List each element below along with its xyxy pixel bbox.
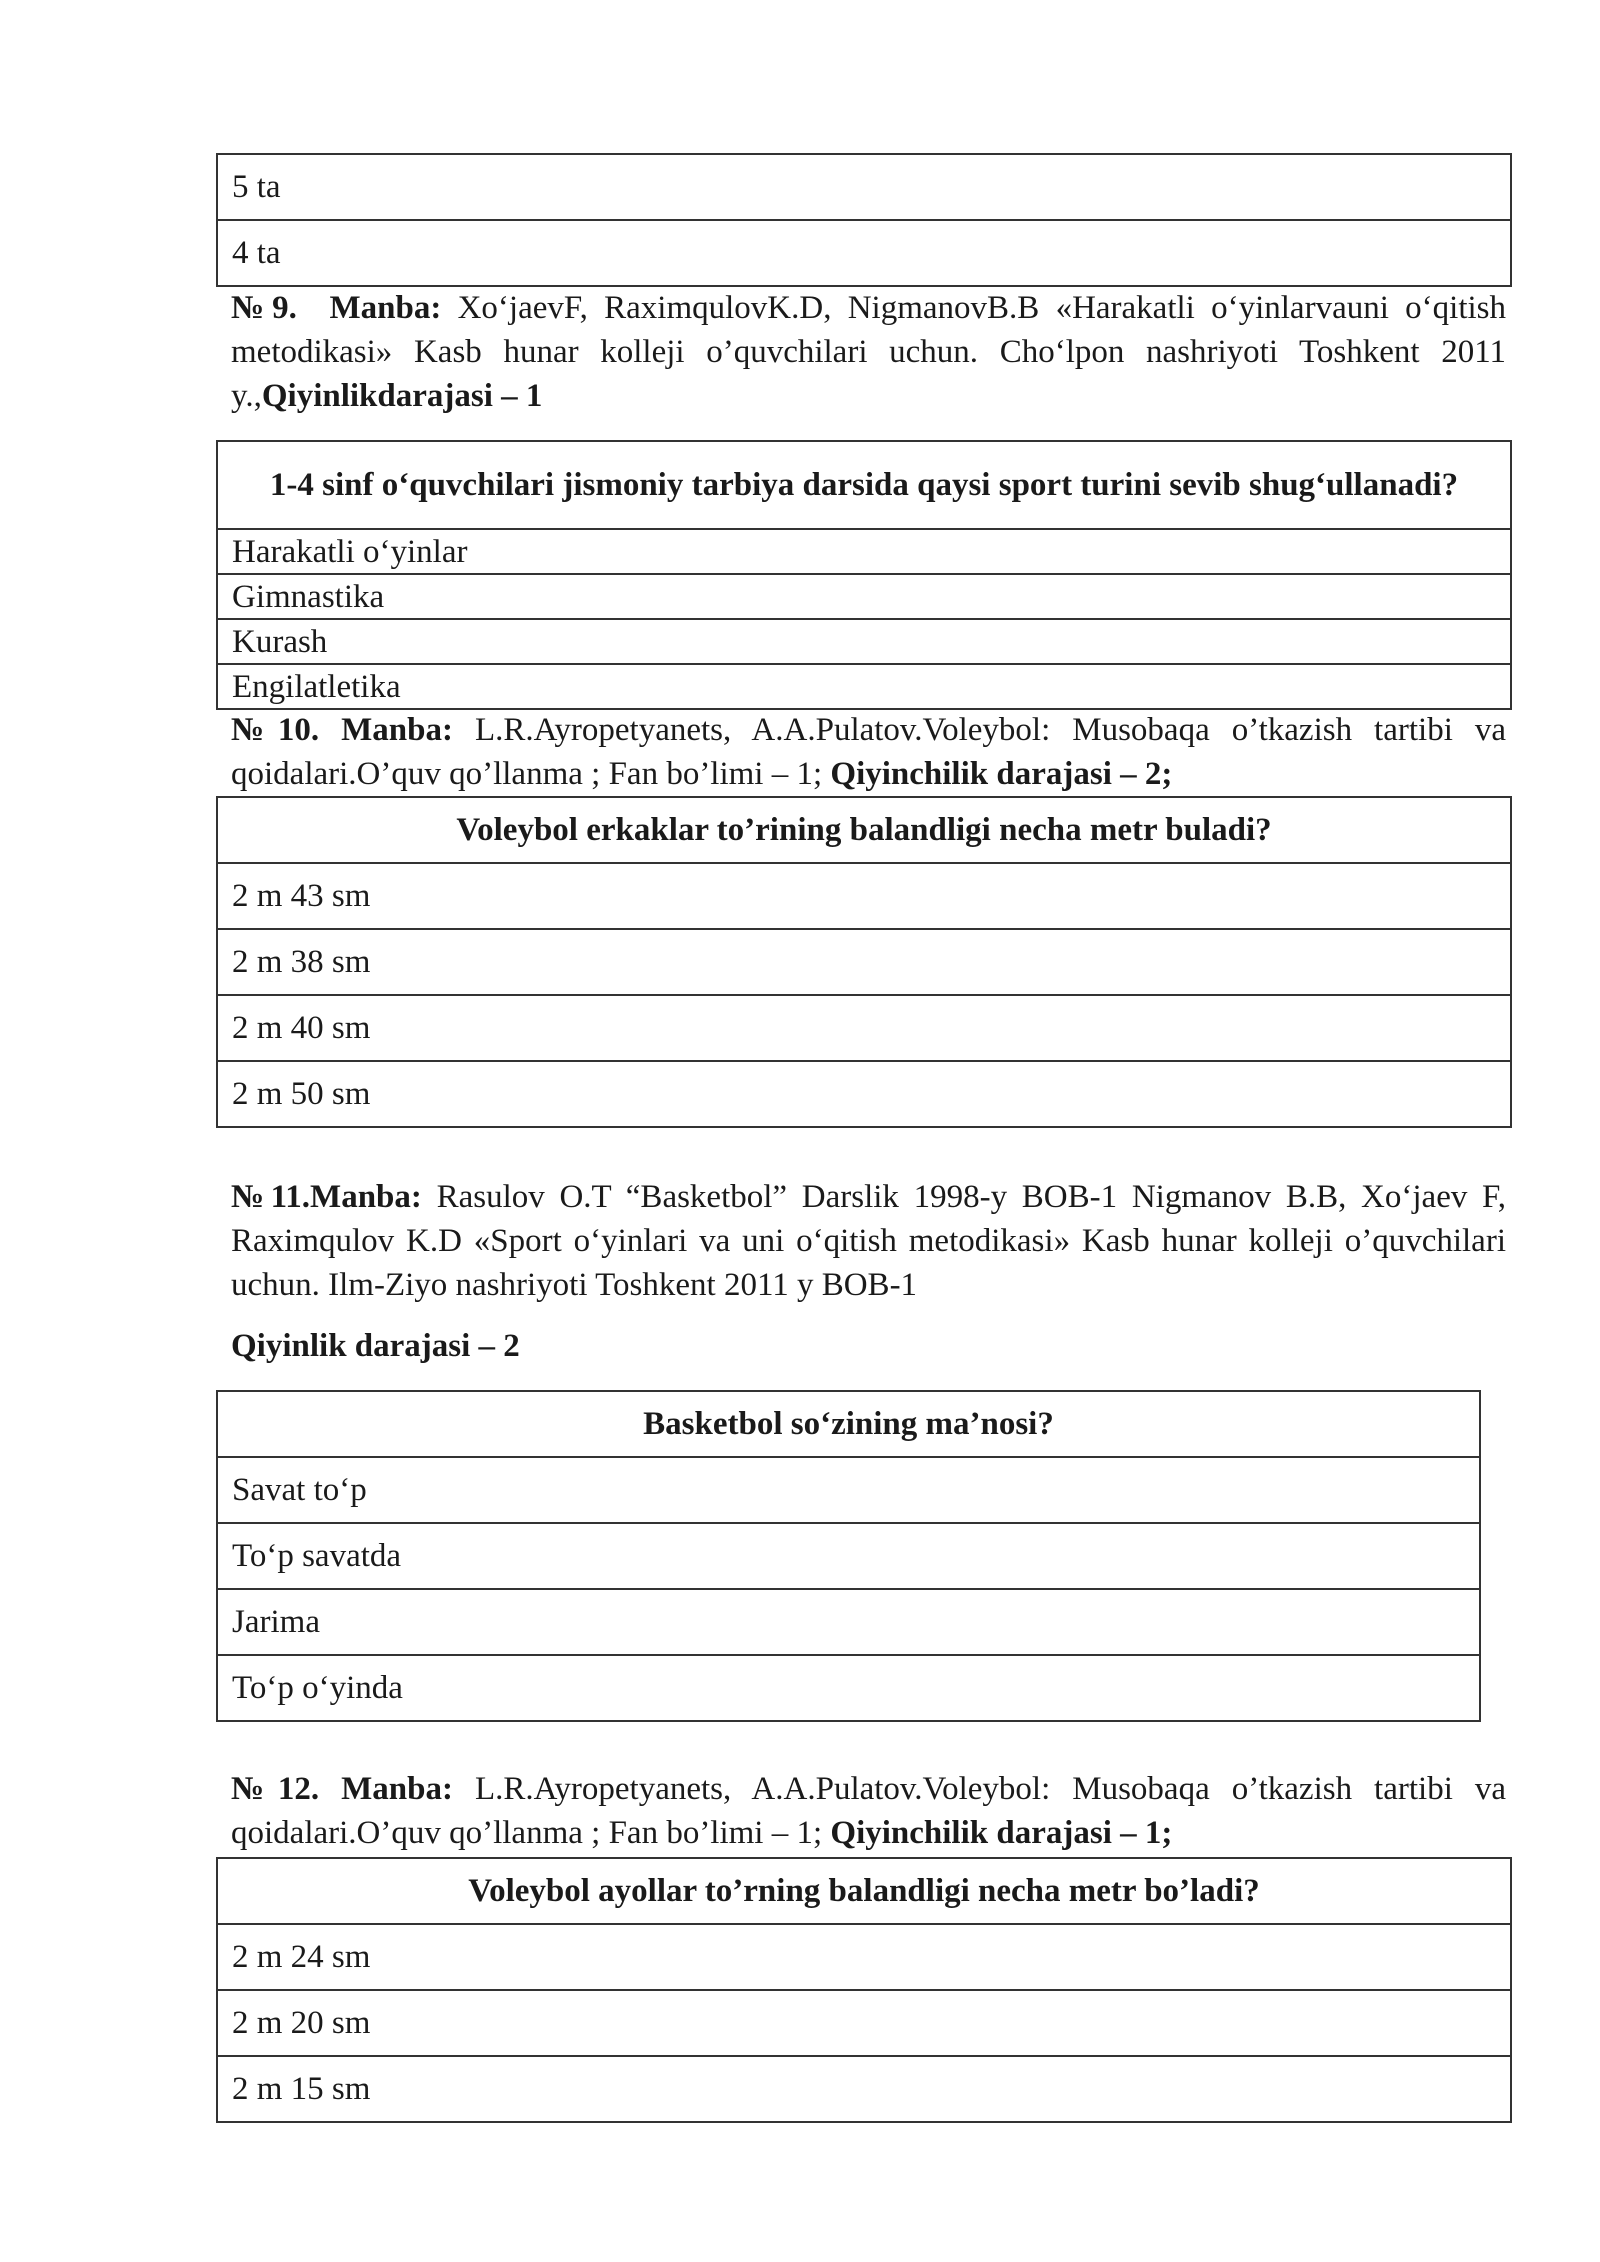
difficulty: Qiyinlik darajasi – 2 — [231, 1328, 520, 1364]
answer-cell: 5 ta — [217, 154, 1511, 220]
answer-cell: 2 m 40 sm — [217, 995, 1511, 1061]
answer-cell: Harakatli o‘yinlar — [217, 529, 1511, 574]
source-text: Xo‘jaevF, RaximqulovK.D, NigmanovB.B «Harakatli o‘yinlarvauni o‘qitish metodikasi» Kasb hunar kolleji o’quvchilari uchun. Cho‘lpon nashriyoti Toshkent 2011 y., — [231, 290, 1506, 414]
question-text: 1-4 sinf o‘quvchilari jismoniy tarbiya darsida qaysi sport turini sevib shug‘ullanadi? — [217, 441, 1511, 529]
answer-cell: 2 m 50 sm — [217, 1061, 1511, 1127]
q9-source — [231, 286, 1506, 418]
answer-cell: Jarima — [217, 1589, 1480, 1655]
q10-table — [216, 796, 1512, 1128]
answer-cell: To‘p o‘yinda — [217, 1655, 1480, 1721]
question-text: Voleybol erkaklar to’rining balandligi necha metr buladi? — [217, 797, 1511, 863]
source-text: Rasulov O.T “Basketbol” Darslik 1998-y BOB-1 Nigmanov B.B, Xo‘jaev F, Raximqulov K.D «Sport o‘yinlari va uni o‘qitish metodikasi» Kasb hunar kolleji o’quvchilari uchun. Ilm-Ziyo nashriyoti Toshkent 2011 y BOB-1 — [231, 1179, 1506, 1303]
difficulty: Qiyinlikdarajasi – 1 — [261, 378, 543, 414]
source-text: L.R.Ayropetyanets, A.A.Pulatov.Voleybol: Musobaqa o’tkazish tartibi va qoidalari.O’quv qo’llanma ; Fan bo’limi – 1; — [231, 1771, 1506, 1851]
difficulty: Qiyinchilik darajasi – 2; — [830, 756, 1173, 792]
answer-cell: 2 m 38 sm — [217, 929, 1511, 995]
question-number: №12. — [231, 1771, 320, 1807]
q11-source — [231, 1175, 1506, 1307]
source-label: Manba: — [341, 712, 453, 748]
question-number: №11. — [231, 1179, 311, 1215]
source-label: Manba: — [310, 1179, 422, 1215]
question-text: Basketbol so‘zining ma’nosi? — [217, 1391, 1480, 1457]
difficulty: Qiyinchilik darajasi – 1; — [830, 1815, 1173, 1851]
q12-table — [216, 1857, 1512, 2123]
source-label: Manba: — [329, 290, 442, 326]
answers-table-top — [216, 153, 1512, 287]
q11-difficulty — [231, 1324, 520, 1368]
answer-cell: To‘p savatda — [217, 1523, 1480, 1589]
answer-cell: Engilatletika — [217, 664, 1511, 709]
q11-table — [216, 1390, 1481, 1722]
answer-cell: Kurash — [217, 619, 1511, 664]
question-number: №10. — [231, 712, 320, 748]
source-text: L.R.Ayropetyanets, A.A.Pulatov.Voleybol: Musobaqa o’tkazish tartibi va qoidalari.O’quv qo’llanma ; Fan bo’limi – 1; — [231, 712, 1506, 792]
answer-cell: 2 m 20 sm — [217, 1990, 1511, 2056]
q9-table — [216, 440, 1512, 710]
answer-cell: Savat to‘p — [217, 1457, 1480, 1523]
q12-source — [231, 1767, 1506, 1855]
answer-cell: 4 ta — [217, 220, 1511, 286]
answer-cell: Gimnastika — [217, 574, 1511, 619]
answer-cell: 2 m 43 sm — [217, 863, 1511, 929]
q10-source — [231, 708, 1506, 796]
answer-cell: 2 m 24 sm — [217, 1924, 1511, 1990]
question-text: Voleybol ayollar to’rning balandligi necha metr bo’ladi? — [217, 1858, 1511, 1924]
source-label: Manba: — [341, 1771, 453, 1807]
question-number: №9. — [231, 290, 297, 326]
answer-cell: 2 m 15 sm — [217, 2056, 1511, 2122]
